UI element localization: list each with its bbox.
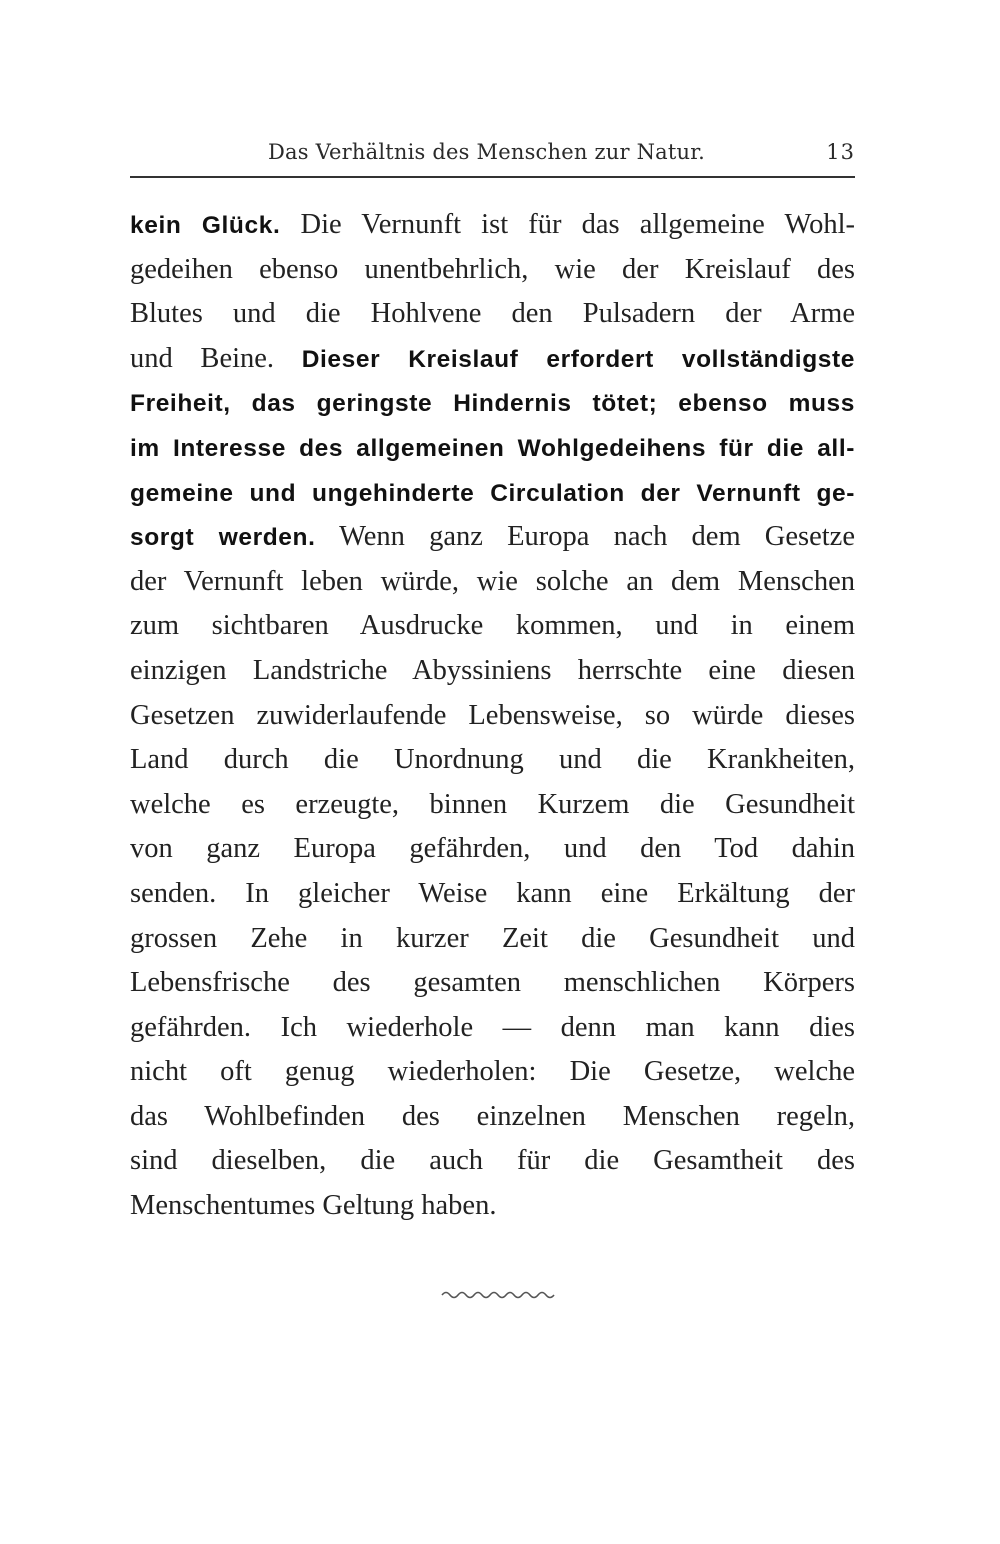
- text-segment: nicht oft genug wiederholen: Die Gesetze, welche: [130, 1056, 855, 1088]
- text-segment: und Beine.: [130, 342, 302, 374]
- text-segment: welche es erzeugte, binnen Kurzem die Gesundheit: [130, 788, 855, 820]
- text-line: [130, 1184, 855, 1229]
- text-line: [130, 827, 855, 872]
- emphasized-text: gemeine und ungehinderte Circulation der Vernunft ge-: [130, 479, 855, 507]
- text-line: [130, 337, 855, 382]
- emphasized-text: Dieser Kreislauf erfordert vollständigste: [301, 345, 855, 373]
- text-segment: Die Vernunft ist für das allgemeine Wohl-: [280, 209, 855, 240]
- text-segment: Gesetzen zuwiderlaufende Lebensweise, so würde dieses: [130, 699, 855, 731]
- text-line: [130, 1006, 855, 1051]
- text-segment: von ganz Europa gefährden, und den Tod dahin: [130, 833, 855, 865]
- text-line: [130, 248, 855, 293]
- text-segment: gefährden. Ich wiederhole — denn man kann dies: [130, 1011, 855, 1043]
- body-text: [130, 203, 855, 1229]
- text-line: [130, 783, 855, 828]
- header-rule: [130, 176, 855, 178]
- text-line: [130, 649, 855, 694]
- wavy-tailpiece-ornament-icon: [440, 1288, 560, 1302]
- text-line: [130, 1050, 855, 1095]
- text-line: [130, 426, 855, 471]
- text-line: [130, 515, 855, 560]
- text-line: [130, 471, 855, 516]
- text-segment: Menschentumes Geltung haben.: [130, 1190, 497, 1222]
- text-line: [130, 1139, 855, 1184]
- page-number: 13: [826, 140, 855, 164]
- text-line: [130, 292, 855, 337]
- text-segment: zum sichtbaren Ausdrucke kommen, und in einem: [130, 610, 855, 642]
- text-segment: Blutes und die Hohlvene den Pulsadern der Arme: [130, 298, 855, 330]
- text-segment: einzigen Landstriche Abyssiniens herrschte eine diesen: [130, 654, 855, 686]
- text-segment: sind dieselben, die auch für die Gesamtheit des: [130, 1145, 855, 1177]
- text-segment: Wenn ganz Europa nach dem Gesetze: [315, 521, 855, 553]
- text-line: [130, 1095, 855, 1140]
- text-segment: Lebensfrische des gesamten menschlichen Körpers: [130, 967, 855, 999]
- emphasized-text: sorgt werden.: [130, 524, 316, 552]
- emphasized-text: Freiheit, das geringste Hindernis tötet; ebenso muss: [130, 390, 855, 418]
- text-line: [130, 381, 855, 426]
- text-line: [130, 560, 855, 605]
- text-line: [130, 203, 855, 248]
- text-line: [130, 961, 855, 1006]
- running-head: [130, 136, 855, 170]
- text-line: [130, 738, 855, 783]
- emphasized-text: im Interesse des allgemeinen Wohlgedeihens für die all-: [130, 434, 855, 462]
- text-segment: der Vernunft leben würde, wie solche an dem Menschen: [130, 565, 855, 597]
- text-line: [130, 604, 855, 649]
- text-segment: Land durch die Unordnung und die Krankheiten,: [130, 744, 855, 776]
- text-segment: grossen Zehe in kurzer Zeit die Gesundheit und: [130, 922, 855, 954]
- text-line: [130, 872, 855, 917]
- text-line: [130, 917, 855, 962]
- running-title: Das Verhältnis des Menschen zur Natur.: [268, 140, 706, 164]
- text-segment: das Wohlbefinden des einzelnen Menschen regeln,: [130, 1100, 855, 1132]
- emphasized-text: kein Glück.: [130, 212, 281, 239]
- text-segment: gedeihen ebenso unentbehrlich, wie der Kreislauf des: [130, 253, 855, 285]
- text-segment: senden. In gleicher Weise kann eine Erkältung der: [130, 877, 855, 909]
- text-line: [130, 694, 855, 739]
